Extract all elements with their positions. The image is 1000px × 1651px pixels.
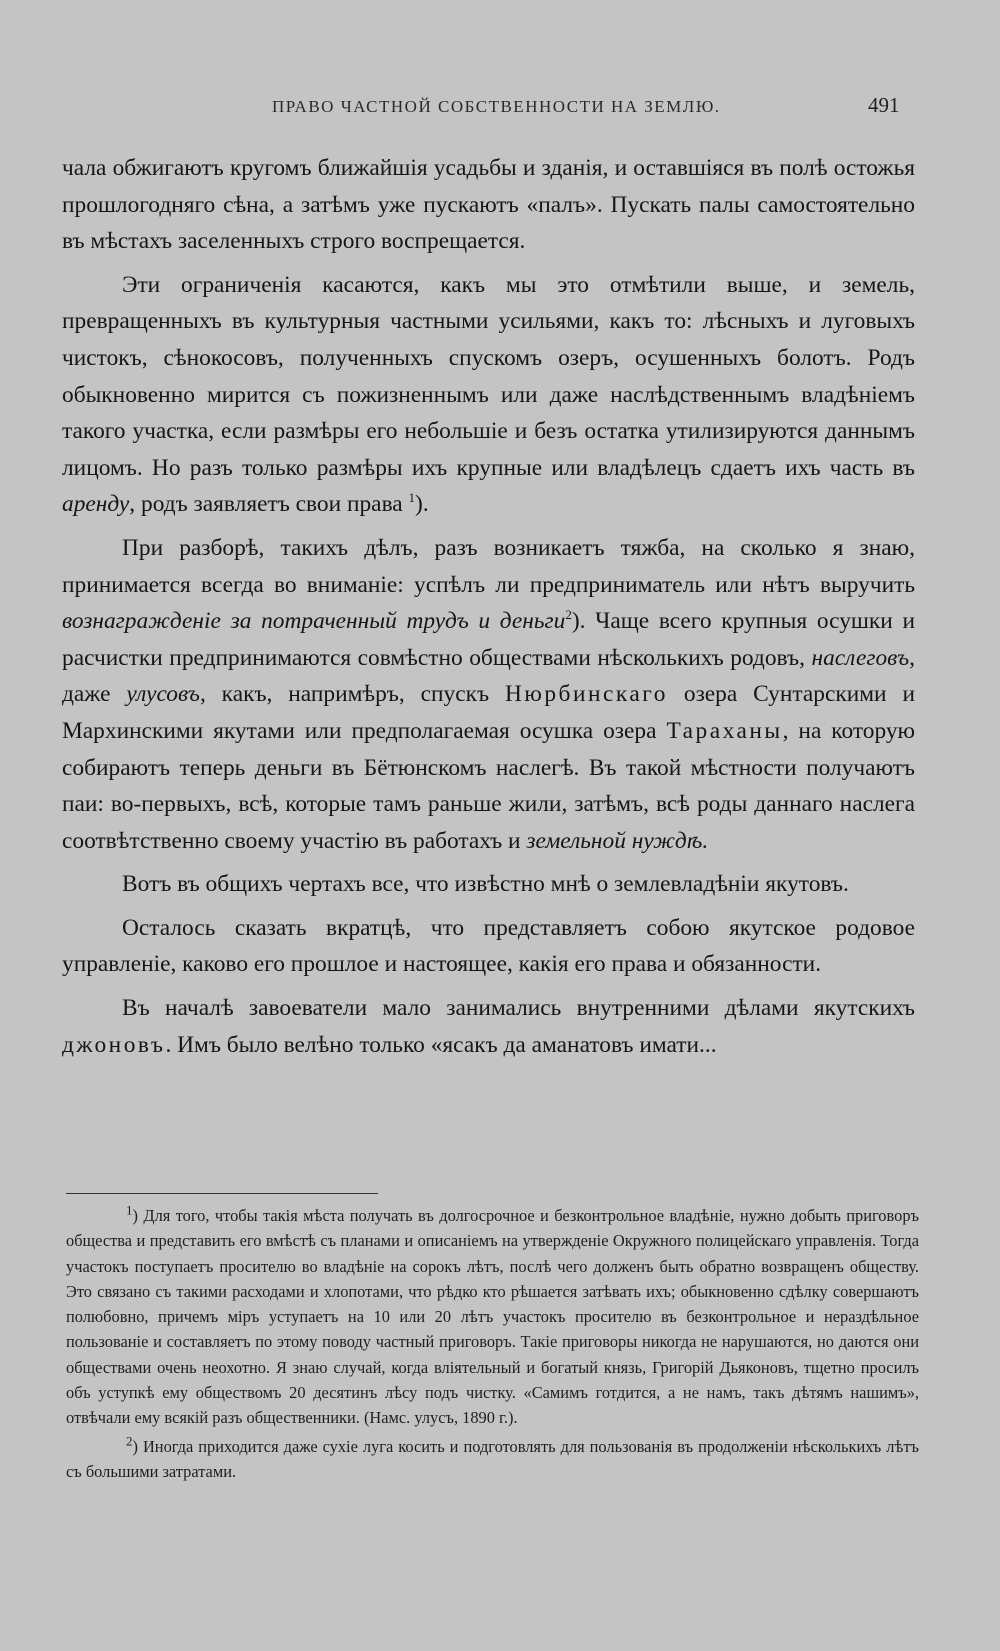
paragraph-1: чала обжигаютъ кругомъ ближайшія усадьбы и зданія, и оставшіяся въ полѣ остожья прошлогодняго сѣна, а затѣмъ уже пускаютъ «палъ». Пускать палы самостоятельно въ мѣстахъ заселенныхъ строго воспрещается. [62, 155, 915, 255]
paragraph-6 [62, 990, 915, 1063]
paragraph-3-text-e: озера Сунтарскими и Мархинскими якутами или предполагаемая осушка озера [62, 681, 915, 744]
paragraph-2-text-c: ). [415, 491, 429, 518]
footnotes [66, 1203, 919, 1484]
footnote-1 [66, 1203, 919, 1431]
paragraph-6-text-b: . Имъ было велѣно только «ясакъ да аманатовъ имати... [165, 1031, 717, 1058]
spaced-word-dzhonov: джоновъ [62, 1031, 166, 1058]
footnote-1-mark: 1 [126, 1202, 133, 1218]
italic-term-naslegov: наслеговъ [811, 644, 910, 671]
spaced-name-nyurba: Нюрбинскаго [504, 681, 668, 708]
paragraph-2-text-b: , родъ заявляетъ свои права [129, 491, 409, 518]
paragraph-3-text-d: , какъ, напримѣръ, спускъ [199, 681, 505, 708]
italic-phrase-compensation: вознагражденіе за потраченный трудъ и деньги [62, 608, 566, 635]
paragraph-6-text-a: Въ началѣ завоеватели мало занимались внутренними дѣлами якутскихъ [122, 995, 915, 1022]
footnote-2-mark: 2 [126, 1433, 133, 1449]
footnote-2 [66, 1434, 919, 1485]
paragraph-4: Вотъ въ общихъ чертахъ все, что извѣстно мнѣ о землевладѣніи якутовъ. [122, 871, 849, 898]
main-text [62, 150, 915, 1063]
paragraph-3-text-f: , на которую собираютъ теперь деньги въ Бётюнскомъ наслегѣ. Въ такой мѣстности получаютъ паи: во-первыхъ, всѣ, которые тамъ раньше жили, затѣмъ, всѣ роды даннаго наслега соотвѣтственно своему участію въ работахъ и [62, 717, 916, 854]
italic-term-arenda: аренду [62, 491, 130, 518]
spaced-name-tarakhany: Тараханы [666, 717, 783, 744]
footnote-1-text: ) Для того, чтобы такія мѣста получать въ долгосрочное и безконтрольное владѣніе, нужно добыть приговоръ общества и представить его вмѣстѣ съ планами и описаніемъ на утвержденіе Окружного полицейскаго управленія. Тогда участокъ поступаетъ просителю во владѣніе на сорокъ лѣтъ, послѣ чего долженъ быть обратно возвращенъ обществу. Это связано съ такими расходами и хлопотами, что рѣдко кто рѣшается затѣвать ихъ; обыкновенно сдѣлку совершаютъ полюбовно, причемъ міръ уступаетъ на 10 или 20 лѣтъ участокъ просителю въ безконтрольное и нераздѣльное пользованіе и составляетъ по этому поводу частный приговоръ. Такіе приговоры никогда не нарушаются, но даются они обществами очень неохотно. Я знаю случай, когда вліятельный и богатый князь, Григорій Дьяконовъ, тщетно просилъ объ уступкѣ ему обществомъ 20 десятинъ лѣсу подъ чистку. «Самимъ готдится, а не намъ, такъ дѣтямъ нашимъ», отвѣчали ему всякій разъ общественники. (Намс. улусъ, 1890 г.). [66, 1206, 919, 1428]
paragraph-2-text-a: Эти ограниченія касаются, какъ мы это отмѣтили выше, и земель, превращенныхъ въ культурныя частными усильями, какъ то: лѣсныхъ и луговыхъ чистокъ, сѣнокосовъ, полученныхъ спускомъ озеръ, осушенныхъ болотъ. Родъ обыкновенно мирится съ пожизненнымъ или даже наслѣдственнымъ владѣніемъ такого участка, если размѣры его небольшіе и безъ остатка утилизируются даннымъ лицомъ. Но разъ только размѣры ихъ крупные или владѣлецъ сдаетъ ихъ часть въ [62, 271, 915, 481]
running-title: ПРАВО ЧАСТНОЙ СОБСТВЕННОСТИ НА ЗЕМЛЮ. [272, 97, 721, 116]
paragraph-3 [62, 530, 915, 859]
footnote-separator [66, 1193, 378, 1194]
footnote-ref-2: 2 [565, 607, 572, 623]
italic-term-ulusov: улусовъ [126, 681, 200, 708]
paragraph-5: Осталось сказать вкратцѣ, что представляетъ собою якутское родовое управленіе, каково его прошлое и настоящее, какія его права и обязанности. [62, 914, 915, 978]
italic-phrase-land-need: земельной нуждѣ. [526, 827, 709, 854]
page-number: 491 [868, 93, 900, 117]
paragraph-2 [62, 267, 915, 523]
paragraph-3-text-c: , даже [62, 644, 915, 708]
paragraph-3-text-b: ). Чаще всего крупныя осушки и расчистки предпринимаются совмѣстно обществами нѣсколькихъ родовъ, [62, 608, 915, 671]
footnote-2-text: ) Иногда приходится даже сухіе луга косить и подготовлять для пользованія въ продолженіи нѣсколькихъ лѣтъ съ большими затратами. [66, 1436, 919, 1481]
footnote-ref-1: 1 [408, 490, 416, 506]
paragraph-3-text-a: При разборѣ, такихъ дѣлъ, разъ возникаетъ тяжба, на сколько я знаю, принимается всегда во вниманіе: успѣлъ ли предприниматель или нѣтъ выручить [62, 534, 915, 598]
